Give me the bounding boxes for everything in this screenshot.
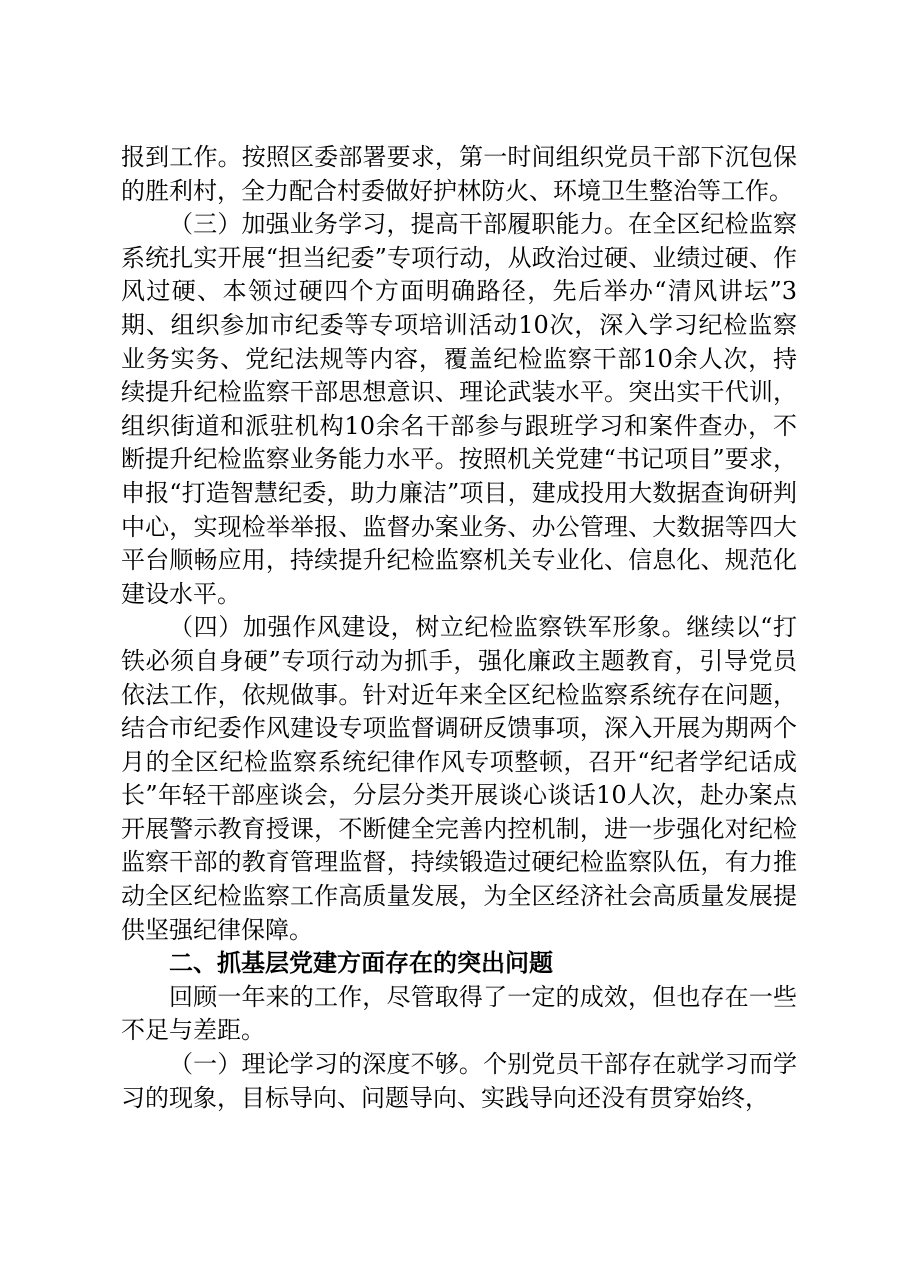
paragraph-theory-study: （一）理论学习的深度不够。个别党员干部存在就学习而学习的现象，目标导向、问题导向、实践导向还没有贯穿始终， (121, 1050, 797, 1112)
paragraph-continued: 报到工作。按照区委部署要求，第一时间组织党员干部下沉包保的胜利村，全力配合村委做好护林防火、环境卫生整治等工作。 (121, 143, 797, 205)
paragraph-work-style: （四）加强作风建设，树立纪检监察铁军形象。继续以“打铁必须自身硬”专项行动为抓手，强化廉政主题教育，引导党员依法工作，依规做事。针对近年来全区纪检监察系统存在问题，结合市纪委作风建设专项监督调研反馈事项，深入开展为期两个月的全区纪检监察系统纪律作风专项整顿，召开“纪者学纪话成长”年轻干部座谈会，分层分类开展谈心谈话10人次，赴办案点开展警示教育授课，不断健全完善内控机制，进一步强化对纪检监察干部的教育管理监督，持续锻造过硬纪检监察队伍，有力推动全区纪检监察工作高质量发展，为全区经济社会高质量发展提供坚强纪律保障。 (121, 613, 797, 944)
document-body (121, 141, 797, 1115)
section-heading: 二、抓基层党建方面存在的突出问题 (169, 949, 553, 978)
paragraph-review: 回顾一年来的工作，尽管取得了一定的成效，但也存在一些不足与差距。 (121, 982, 797, 1045)
paragraph-business-study: （三）加强业务学习，提高干部履职能力。在全区纪检监察系统扎实开展“担当纪委”专项行动，从政治过硬、业绩过硬、作风过硬、本领过硬四个方面明确路径，先后举办“清风讲坛”3期、组织参加市纪委等专项培训活动10次，深入学习纪检监察业务实务、党纪法规等内容，覆盖纪检监察干部10余人次，持续提升纪检监察干部思想意识、理论武装水平。突出实干代训，组织街道和派驻机构10余名干部参与跟班学习和案件查办，不断提升纪检监察业务能力水平。按照机关党建“书记项目”要求，申报“打造智慧纪委，助力廉洁”项目，建成投用大数据查询研判中心，实现检举举报、监督办案业务、办公管理、大数据等四大平台顺畅应用，持续提升纪检监察机关专业化、信息化、规范化建设水平。 (121, 210, 797, 608)
